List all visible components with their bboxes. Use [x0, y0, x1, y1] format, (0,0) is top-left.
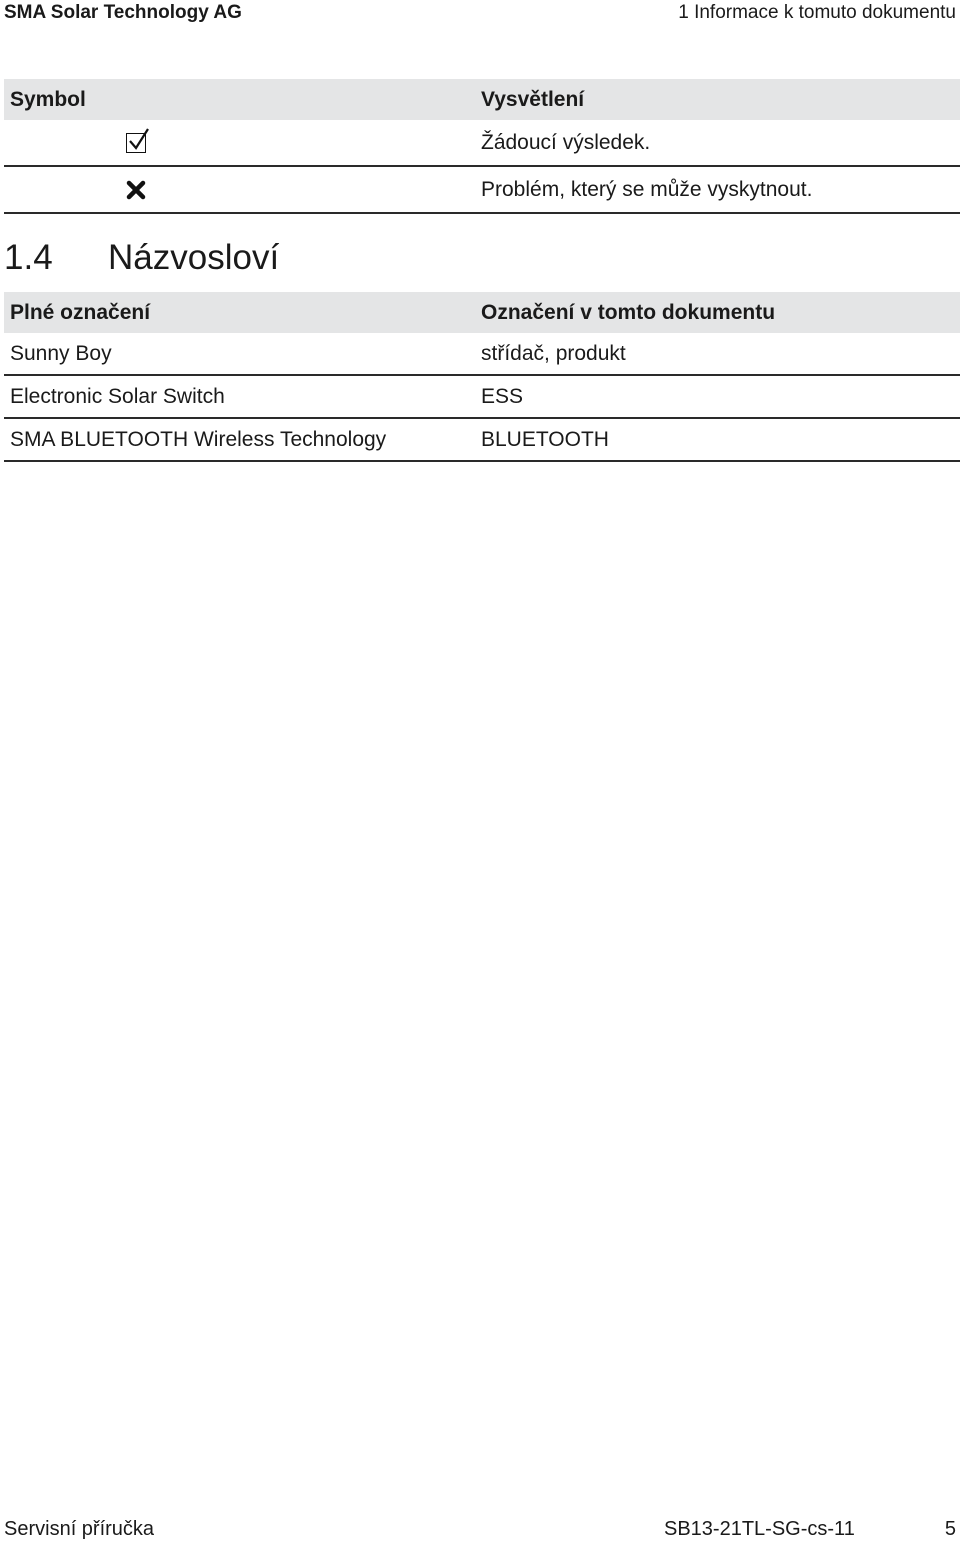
doc-name-cell: střídač, produkt [481, 333, 960, 375]
full-name-cell: Sunny Boy [4, 333, 481, 375]
doc-name-cell: BLUETOOTH [481, 418, 960, 461]
nomenclature-table [4, 292, 960, 462]
table-row [4, 333, 960, 375]
symbol-table [4, 79, 960, 214]
doc-name-cell: ESS [481, 375, 960, 418]
column-header-doc-name: Označení v tomto dokumentu [481, 292, 960, 333]
table-header-row [4, 292, 960, 333]
explanation-cell: Problém, který se může vyskytnout. [481, 166, 960, 213]
cross-icon [126, 180, 146, 200]
page-number: 5 [944, 1518, 956, 1540]
explanation-cell: Žádoucí výsledek. [481, 120, 960, 166]
symbol-cell [4, 120, 481, 166]
column-header-symbol: Symbol [4, 79, 481, 120]
full-name-cell: SMA BLUETOOTH Wireless Technology [4, 418, 481, 461]
table-row [4, 375, 960, 418]
column-header-explanation: Vysvětlení [481, 79, 960, 120]
table-row [4, 166, 960, 213]
table-header-row [4, 79, 960, 120]
table-row [4, 120, 960, 166]
section-title: Názvosloví [108, 238, 280, 277]
table-row [4, 418, 960, 461]
footer-doc-code: SB13-21TL-SG-cs-11 [664, 1518, 855, 1540]
column-header-full-name: Plné označení [4, 292, 481, 333]
section-heading [4, 238, 279, 278]
company-name: SMA Solar Technology AG [4, 2, 242, 23]
footer-doc-type: Servisní příručka [4, 1518, 155, 1540]
checkbox-checked-icon [126, 133, 146, 153]
chapter-title: 1 Informace k tomuto dokumentu [678, 2, 956, 23]
full-name-cell: Electronic Solar Switch [4, 375, 481, 418]
symbol-cell [4, 166, 481, 213]
section-number: 1.4 [4, 238, 53, 277]
